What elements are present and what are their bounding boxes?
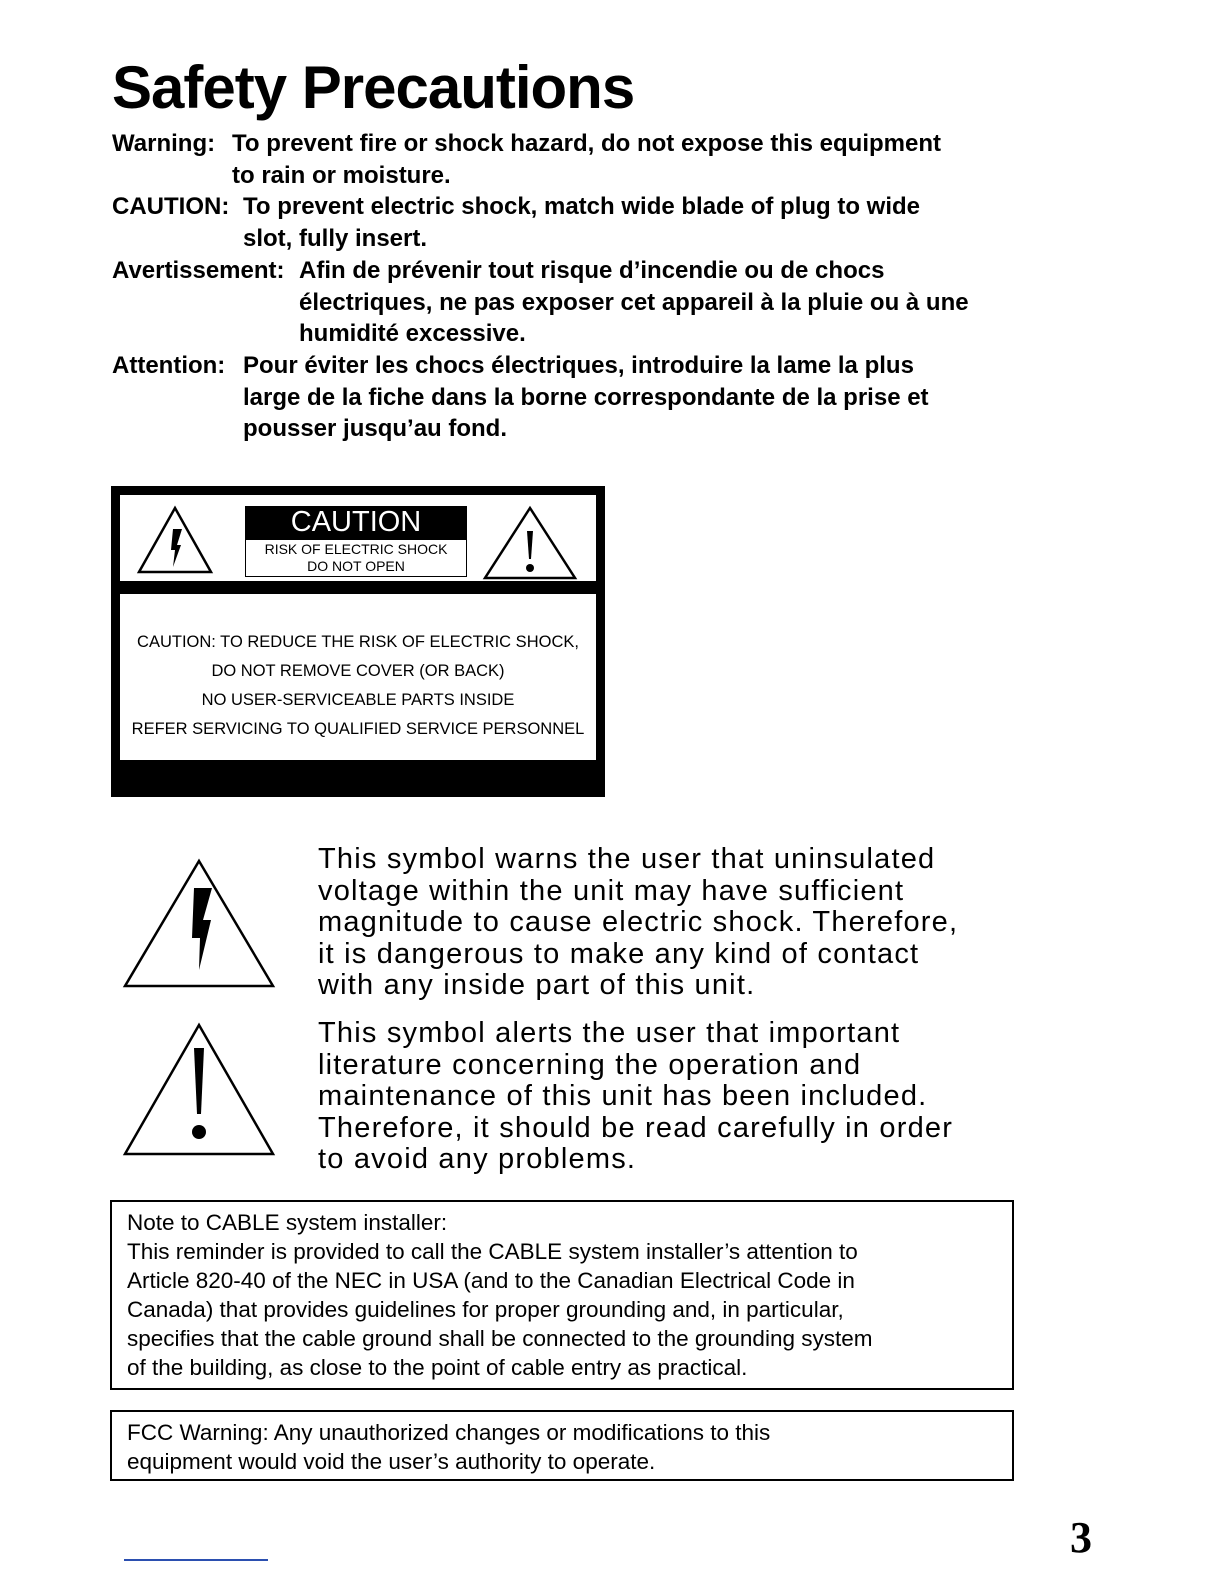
warning-text-line: humidité excessive. — [299, 320, 526, 347]
caution-label-body — [120, 594, 596, 760]
warning-text-line: slot, fully insert. — [243, 224, 428, 252]
caution-subheading — [245, 539, 467, 577]
fcc-line: FCC Warning: Any unauthorized changes or modifications to this — [127, 1420, 771, 1445]
warning-text-line: to rain or moisture. — [232, 161, 451, 189]
symbol-text-line: to avoid any problems. — [318, 1143, 637, 1175]
fcc-warning-box — [110, 1410, 1014, 1481]
symbol-description — [318, 1018, 953, 1176]
warning-label: Warning: — [112, 130, 216, 157]
caution-heading: CAUTION — [245, 506, 467, 539]
caution-body-line: REFER SERVICING TO QUALIFIED SERVICE PERSONNEL — [131, 720, 585, 738]
warning-text-line: To prevent electric shock, match wide blade of plug to wide — [243, 193, 921, 220]
symbol-text-line: literature concerning the operation and — [318, 1048, 862, 1081]
page-number: 3 — [1070, 1513, 1092, 1562]
warning-item — [112, 128, 941, 191]
exclamation-triangle-icon — [122, 1022, 276, 1158]
note-line: This reminder is provided to call the CABLE system installer’s attention to — [127, 1239, 858, 1264]
warning-label: CAUTION: — [112, 193, 230, 220]
note-line: Article 820-40 of the NEC in USA (and to the Canadian Electrical Code in — [127, 1268, 855, 1293]
lightning-triangle-icon — [136, 505, 214, 575]
footer-rule — [124, 1559, 268, 1561]
cable-installer-note — [110, 1200, 1014, 1390]
symbol-description — [318, 844, 958, 1002]
symbol-text-line: magnitude to cause electric shock. Therefore, — [318, 906, 959, 938]
page-title: Safety Precautions — [112, 54, 635, 121]
warning-label: Avertissement: — [112, 257, 285, 284]
lightning-triangle-icon — [122, 858, 276, 990]
warning-label: Attention: — [112, 352, 226, 379]
warning-item — [112, 350, 929, 445]
warning-item — [112, 191, 920, 254]
exclamation-triangle-icon — [482, 505, 578, 581]
caution-label-header — [120, 495, 596, 581]
caution-sub-line: DO NOT OPEN — [307, 558, 405, 574]
symbol-text-line: with any inside part of this unit. — [318, 969, 756, 1001]
symbol-text-line: it is dangerous to make any kind of contact — [318, 937, 920, 970]
symbol-text-line: This symbol alerts the user that important — [318, 1017, 901, 1049]
warning-text-line: pousser jusqu’au fond. — [243, 415, 508, 442]
warning-text-line: Afin de prévenir tout risque d’incendie ou de chocs — [299, 257, 885, 284]
symbol-text-line: Therefore, it should be read carefully in order — [318, 1111, 954, 1144]
warning-text-line: To prevent fire or shock hazard, do not expose this equipment — [232, 130, 941, 157]
fcc-line: equipment would void the user’s authority to operate. — [127, 1449, 656, 1474]
note-line: specifies that the cable ground shall be connected to the grounding system — [127, 1326, 873, 1351]
warning-text-line: Pour éviter les chocs électriques, introduire la lame la plus — [243, 352, 914, 379]
caution-body-text — [120, 628, 596, 744]
caution-sub-line: RISK OF ELECTRIC SHOCK — [264, 541, 448, 557]
warning-item — [112, 255, 969, 350]
warning-text-line: électriques, ne pas exposer cet appareil à la pluie ou à une — [299, 288, 969, 316]
caution-body-line: NO USER-SERVICEABLE PARTS INSIDE — [201, 691, 515, 709]
note-line: Note to CABLE system installer: — [127, 1210, 448, 1235]
symbol-text-line: maintenance of this unit has been included. — [318, 1080, 928, 1112]
symbol-text-line: voltage within the unit may have sufficient — [318, 874, 905, 907]
warning-text-line: large de la fiche dans la borne correspondante de la prise et — [243, 383, 929, 411]
note-line: Canada) that provides guidelines for proper grounding and, in particular, — [127, 1297, 844, 1322]
note-line: of the building, as close to the point of cable entry as practical. — [127, 1355, 748, 1380]
caution-label-box — [111, 486, 605, 797]
caution-body-line: DO NOT REMOVE COVER (OR BACK) — [211, 662, 505, 680]
caution-body-line: CAUTION: TO REDUCE THE RISK OF ELECTRIC SHOCK, — [137, 633, 579, 651]
symbol-text-line: This symbol warns the user that uninsulated — [318, 843, 936, 875]
